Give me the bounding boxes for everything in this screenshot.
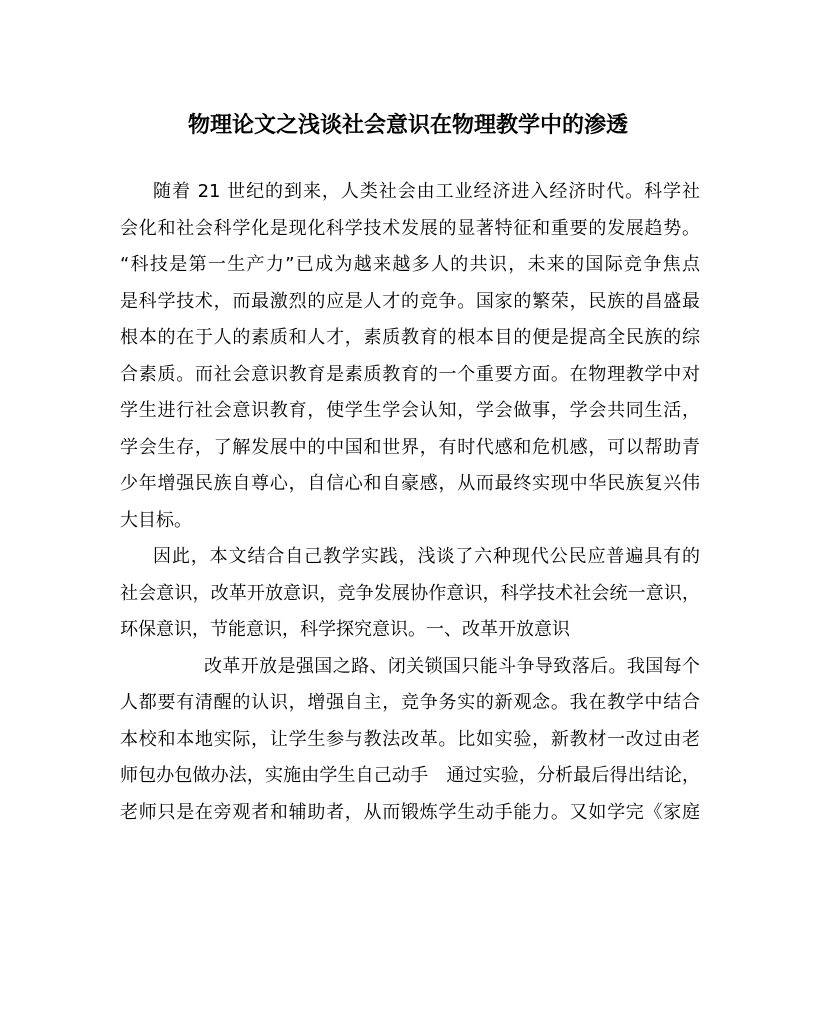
paragraph-3-line-2: 人都要有清醒的认识，增强自主，竞争务实的新观念。我在教学中结合 [120,692,700,713]
paragraph-1-line-3: “科技是第一生产力”已成为越来越多人的共识，未来的国际竞争焦点 [120,254,700,275]
paragraph-1-line-2: 会化和社会科学化是现化科学技术发展的显著特征和重要的发展趋势。 [120,217,700,239]
paragraph-3-line-4: 师包办包做办法，实施由学生自己动手 通过实验，分析最后得出结论， [120,765,700,786]
paragraph-1-line-10: 大目标。 [120,509,192,531]
paragraph-2-line-2: 社会意识，改革开放意识，竞争发展协作意识，科学技术社会统一意识， [120,582,700,604]
document-body [120,174,700,831]
paragraph-1-line-6: 合素质。而社会意识教育是素质教育的一个重要方面。在物理教学中对 [120,363,700,385]
paragraph-1-line-7: 学生进行社会意识教育，使学生学会认知，学会做事，学会共同生活， [120,400,700,421]
paragraph-1-line-5: 根本的在于人的素质和人才，素质教育的根本目的便是提高全民族的综 [120,327,700,348]
paragraph-2-line-1: 因此，本文结合自己教学实践，浅谈了六种现代公民应普遍具有的 [153,546,700,567]
paragraph-3-line-5: 老师只是在旁观者和辅助者，从而锻炼学生动手能力。又如学完《家庭 [120,801,700,823]
paragraph-3-line-1: 改革开放是强国之路、闭关锁国只能斗争导致落后。我国每个 [204,655,700,677]
document-title: 物理论文之浅谈社会意识在物理教学中的渗透 [187,112,628,138]
paragraph-1-line-1: 随着 21 世纪的到来，人类社会由工业经济进入经济时代。科学社 [153,181,700,202]
paragraph-2-line-3: 环保意识，节能意识，科学探究意识。一、改革开放意识 [120,619,570,640]
paragraph-3-line-3: 本校和本地实际，让学生参与教法改革。比如实验，新教材一改过由老 [120,728,700,750]
paragraph-1-line-8: 学会生存，了解发展中的中国和世界，有时代感和危机感，可以帮助青 [120,436,700,458]
paragraph-1-line-4: 是科学技术，而最激烈的应是人才的竞争。国家的繁荣，民族的昌盛最 [120,290,700,312]
paragraph-1-line-9: 少年增强民族自尊心，自信心和自豪感，从而最终实现中华民族复兴伟 [120,473,700,494]
